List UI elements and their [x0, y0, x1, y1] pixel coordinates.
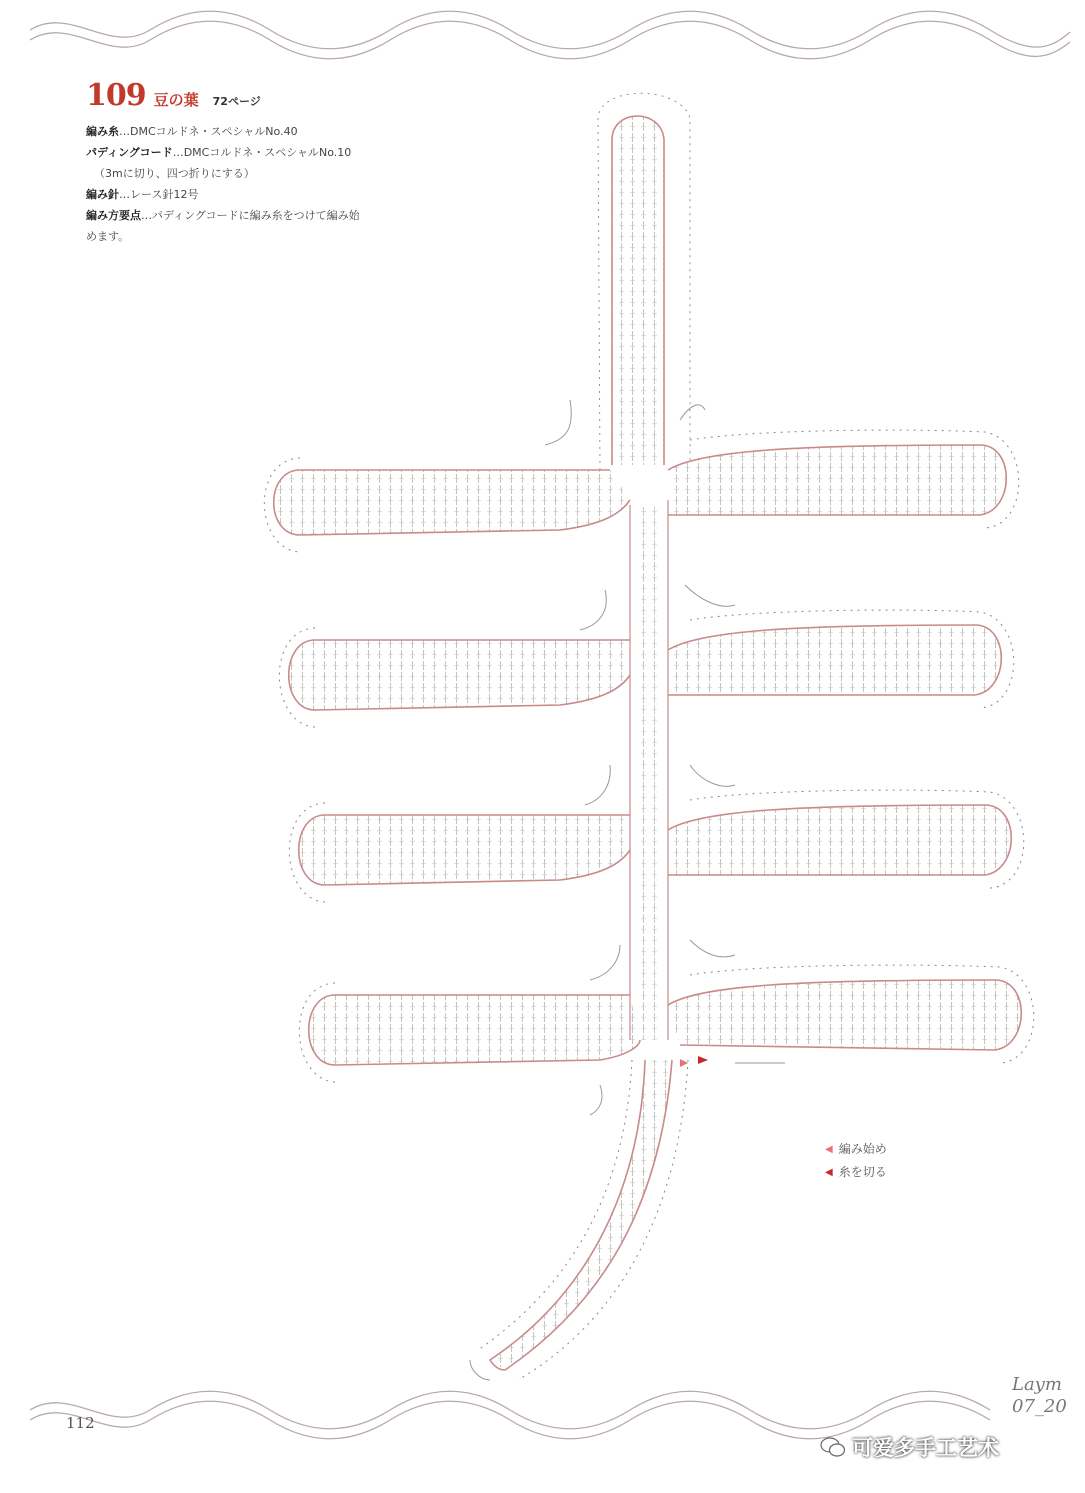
right-leaf-3: [668, 790, 1024, 888]
left-leaf-2: [279, 628, 630, 727]
legend-start-row: [825, 1138, 887, 1161]
watermark-text: 可爱多手工艺术: [852, 1436, 999, 1460]
left-leaf-1: [264, 458, 630, 552]
left-leaf-4: [299, 983, 640, 1082]
main-stem: [630, 500, 668, 1040]
end-triangle-icon: ◀: [825, 1167, 833, 1178]
start-end-markers: [680, 1056, 708, 1067]
page-reference: 72ページ: [212, 95, 261, 108]
spec-line: （3mに切り、四つ折りにする）: [94, 167, 255, 180]
spec-line: めます。: [86, 230, 130, 243]
legend-end-row: [825, 1161, 887, 1184]
top-leaf: [598, 93, 690, 470]
diagram-legend: [825, 1138, 887, 1184]
pattern-name: 豆の葉: [153, 91, 199, 109]
legend-start-label: 編み始め: [838, 1142, 887, 1156]
pattern-number: 109: [86, 78, 146, 113]
spec-line: 編み針…レース針12号: [86, 188, 199, 201]
spec-line: パディングコード…DMCコルドネ・スペシャルNo.10: [86, 146, 352, 159]
page-number: 112: [66, 1414, 95, 1432]
spec-line: 編み方要点…パディングコードに編み糸をつけて編み始: [86, 209, 360, 222]
right-leaf-4: [668, 965, 1034, 1063]
publisher-mark: Laym 07_20: [1012, 1374, 1067, 1417]
spec-line: 編み糸…DMCコルドネ・スペシャルNo.40: [86, 125, 298, 138]
left-leaves: [264, 458, 640, 1082]
right-leaves: [668, 430, 1034, 1063]
wechat-icon: [820, 1436, 846, 1458]
right-leaf-1: [668, 430, 1019, 528]
bottom-stem: [478, 1060, 688, 1380]
start-triangle-icon: ◀: [825, 1144, 833, 1155]
left-leaf-3: [289, 803, 630, 902]
watermark: [820, 1432, 999, 1462]
legend-end-label: 糸を切る: [838, 1165, 887, 1179]
right-leaf-2: [668, 610, 1014, 708]
